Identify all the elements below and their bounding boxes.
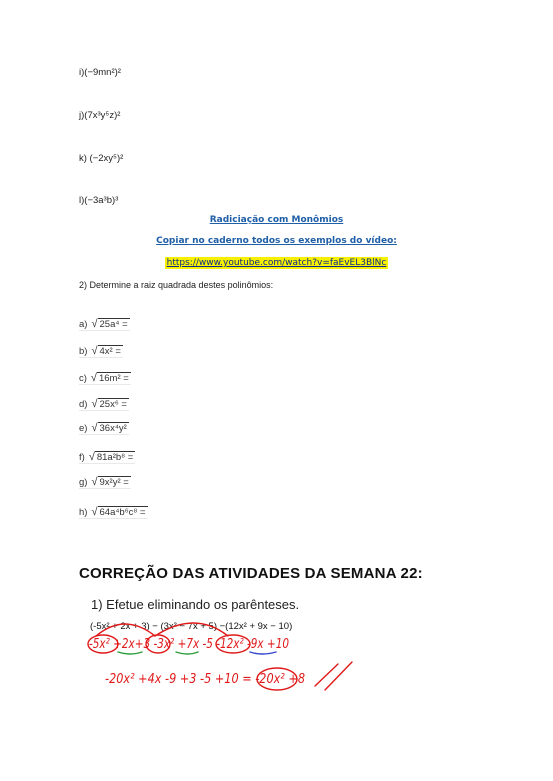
correction-title: CORREÇÃO DAS ATIVIDADES DA SEMANA 22: [79,565,423,582]
exercise-j: j)(7x³y⁵z)² [79,110,121,121]
item-label: f) [79,451,85,463]
item-label: b) [79,345,88,357]
handwritten-underline [250,652,276,654]
youtube-link[interactable]: https://www.youtube.com/watch?v=faEvEL3BlNc [166,258,387,268]
correction-expression: (-5x² + 2x + 3) − (3x² − 7x + 5) −(12x² + 9x − 10) [90,621,293,632]
radicand: 25x⁶ = [99,399,127,410]
handwritten-arc [96,624,155,636]
exercise-l: l)(−3a³b)³ [79,195,119,206]
radicand: 4x² = [99,346,121,357]
handwriting-line-1: -5x² +2x+3 -3x² +7x -5 -12x² -9x +10 [89,637,289,652]
handwritten-slash [325,662,352,690]
sqrt-symbol-icon: √ [91,345,98,357]
video-instruction: Copiar no caderno todos os exemplos do vídeo: [156,236,397,246]
sqrt-symbol-icon: √ [90,372,97,384]
radicand: 25a⁴ = [99,319,128,330]
item-label: e) [79,422,88,434]
correction-subtitle: 1) Efetue eliminando os parênteses. [91,597,300,612]
video-title-link[interactable]: Radiciação com Monômios [209,215,344,225]
handwriting-line-2: -20x² +4x -9 +3 -5 +10 = -20x² +8 [105,672,305,687]
handwritten-arc [155,623,228,636]
handwritten-slash [315,664,338,686]
handwritten-underline [176,652,198,654]
item-label: a) [79,318,88,330]
radicand: 81a²b⁸ = [96,452,134,463]
sqrt-symbol-icon: √ [91,422,98,434]
sqrt-symbol-icon: √ [88,451,95,463]
item-label: d) [79,398,88,410]
sqrt-symbol-icon: √ [91,398,98,410]
radicand: 64a⁴b⁶c⁸ = [99,507,146,518]
exercise-k: k) (−2xy⁵)² [79,153,124,164]
handwritten-underline [118,652,142,654]
sqrt-symbol-icon: √ [91,506,98,518]
radicand: 9x²y² = [99,477,129,488]
item-label: c) [79,372,87,384]
exercise-i: i)(−9mn²)² [79,67,121,78]
item-label: g) [79,476,88,488]
sqrt-symbol-icon: √ [91,476,98,488]
item-label: h) [79,506,88,518]
radicand: 16m² = [98,373,129,384]
sqrt-symbol-icon: √ [91,318,98,330]
radicand: 36x⁴y² [99,423,127,434]
question-2-text: 2) Determine a raiz quadrada destes polinômios: [79,280,274,290]
